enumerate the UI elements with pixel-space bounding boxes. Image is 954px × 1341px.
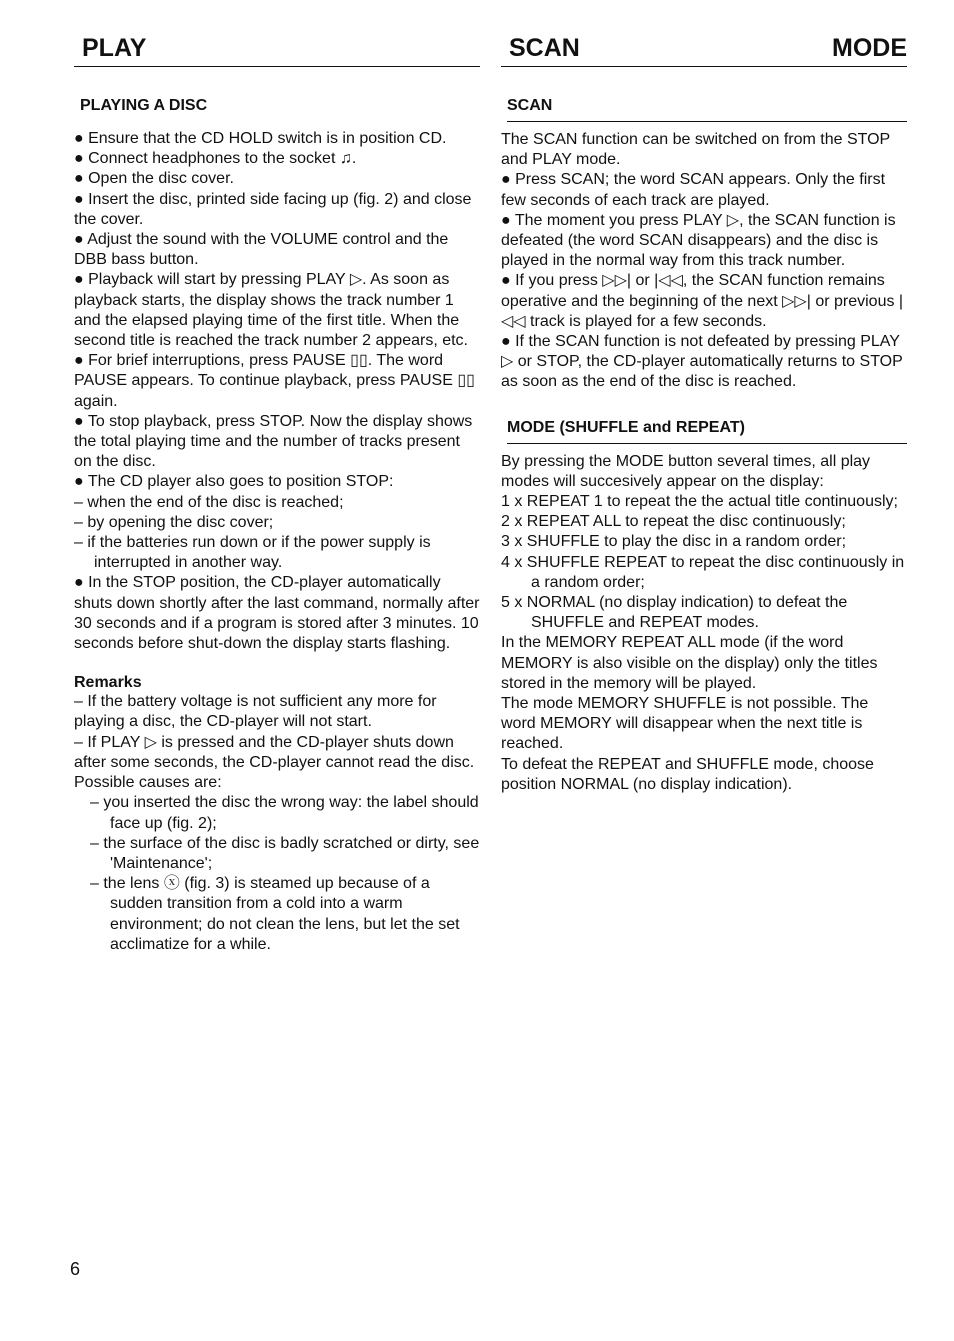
paragraph: – the surface of the disc is badly scratched or dirty, see 'Maintenance'; xyxy=(90,834,480,872)
paragraph: ● Ensure that the CD HOLD switch is in position CD. xyxy=(74,130,447,147)
paragraph: ● In the STOP position, the CD-player automatically shuts down shortly after the last command, normally after 30 seconds and if a program is stored after 3 minutes. 10 seconds before shut-down the display starts flashing. xyxy=(74,574,480,653)
paragraph: By pressing the MODE button several times, all play modes will succesively appear on the display: xyxy=(501,452,871,490)
paragraph: ● Connect headphones to the socket ♫. xyxy=(74,150,357,168)
paragraph: ● Open the disc cover. xyxy=(74,170,234,188)
left-column xyxy=(74,30,480,955)
play-title: PLAY xyxy=(82,34,147,62)
paragraph: – If the battery voltage is not sufficient any more for playing a disc, the CD-player will not start. xyxy=(74,693,437,731)
mode-title: MODE xyxy=(832,34,907,62)
paragraph: – you inserted the disc the wrong way: the label should face up (fig. 2); xyxy=(90,794,479,832)
paragraph: ● If you press ▷▷| or |◁◁, the SCAN function remains operative and the beginning of the next ▷▷| or previous |◁◁ track is played for a few seconds. xyxy=(501,272,904,330)
paragraph: ● Playback will start by pressing PLAY ▷. As soon as playback starts, the display shows the track number 1 and the elapsed playing time of the first title. When the second title is reached the track number 2 appears, etc. xyxy=(74,271,468,350)
paragraph: 4 x SHUFFLE REPEAT to repeat the disc continuously in a random order; xyxy=(501,553,905,591)
scan-title: SCAN xyxy=(509,34,580,62)
paragraph: – If PLAY ▷ is pressed and the CD-player shuts down after some seconds, the CD-player cannot read the disc. Possible causes are: xyxy=(74,733,475,792)
mode-instructions xyxy=(501,452,907,795)
mode-section-heading: MODE (SHUFFLE and REPEAT) xyxy=(507,419,907,444)
paragraph: ● To stop playback, press STOP. Now the display shows the total playing time and the number of tracks present on the disc. xyxy=(74,412,473,471)
page-number: 6 xyxy=(70,1259,81,1279)
play-heading xyxy=(74,30,480,67)
paragraph: The mode MEMORY SHUFFLE is not possible. The word MEMORY will disappear when the next title is reached. xyxy=(501,695,869,753)
paragraph: ● Press SCAN; the word SCAN appears. Only the first few seconds of each track are played. xyxy=(501,171,886,209)
paragraph: The SCAN function can be switched on from the STOP and PLAY mode. xyxy=(501,131,890,169)
remarks-list xyxy=(74,692,480,955)
paragraph: ● Adjust the sound with the VOLUME control and the DBB bass button. xyxy=(74,231,449,269)
paragraph: ● Insert the disc, printed side facing up (fig. 2) and close the cover. xyxy=(74,190,472,228)
paragraph: In the MEMORY REPEAT ALL mode (if the word MEMORY is also visible on the display) only the titles stored in the memory will be played. xyxy=(501,634,878,692)
paragraph: ● The moment you press PLAY ▷, the SCAN function is defeated (the word SCAN disappears) and the disc is played in the normal way from this track number. xyxy=(501,211,896,270)
scan-instructions xyxy=(501,130,907,393)
paragraph: 1 x REPEAT 1 to repeat the the actual title continuously; xyxy=(501,493,898,511)
scan-mode-heading xyxy=(501,30,907,67)
paragraph: 5 x NORMAL (no display indication) to defeat the SHUFFLE and REPEAT modes. xyxy=(501,594,848,632)
paragraph: – when the end of the disc is reached; xyxy=(74,493,344,511)
playing-a-disc-heading: PLAYING A DISC xyxy=(80,97,208,114)
paragraph: ● The CD player also goes to position STOP: xyxy=(74,473,394,491)
remarks-heading: Remarks xyxy=(74,674,142,692)
paragraph: To defeat the REPEAT and SHUFFLE mode, choose position NORMAL (no display indication). xyxy=(501,755,874,793)
paragraph: 3 x SHUFFLE to play the disc in a random order; xyxy=(501,533,847,551)
right-column xyxy=(501,30,907,795)
paragraph: 2 x REPEAT ALL to repeat the disc continuously; xyxy=(501,513,846,531)
paragraph: ● If the SCAN function is not defeated by pressing PLAY ▷ or STOP, the CD-player automatically returns to STOP as soon as the end of the disc is reached. xyxy=(501,333,903,391)
paragraph: – by opening the disc cover; xyxy=(74,513,274,531)
paragraph: – the lens ⓧ (fig. 3) is steamed up because of a sudden transition from a cold into a warm environment; do not clean the lens, but let the set acclimatize for a while. xyxy=(90,875,460,953)
playing-instructions xyxy=(74,129,480,654)
scan-section-heading: SCAN xyxy=(507,97,907,122)
paragraph: – if the batteries run down or if the power supply is interrupted in another way. xyxy=(74,534,431,572)
paragraph: ● For brief interruptions, press PAUSE ▯▯. The word PAUSE appears. To continue playback, press PAUSE ▯▯ again. xyxy=(74,352,475,410)
